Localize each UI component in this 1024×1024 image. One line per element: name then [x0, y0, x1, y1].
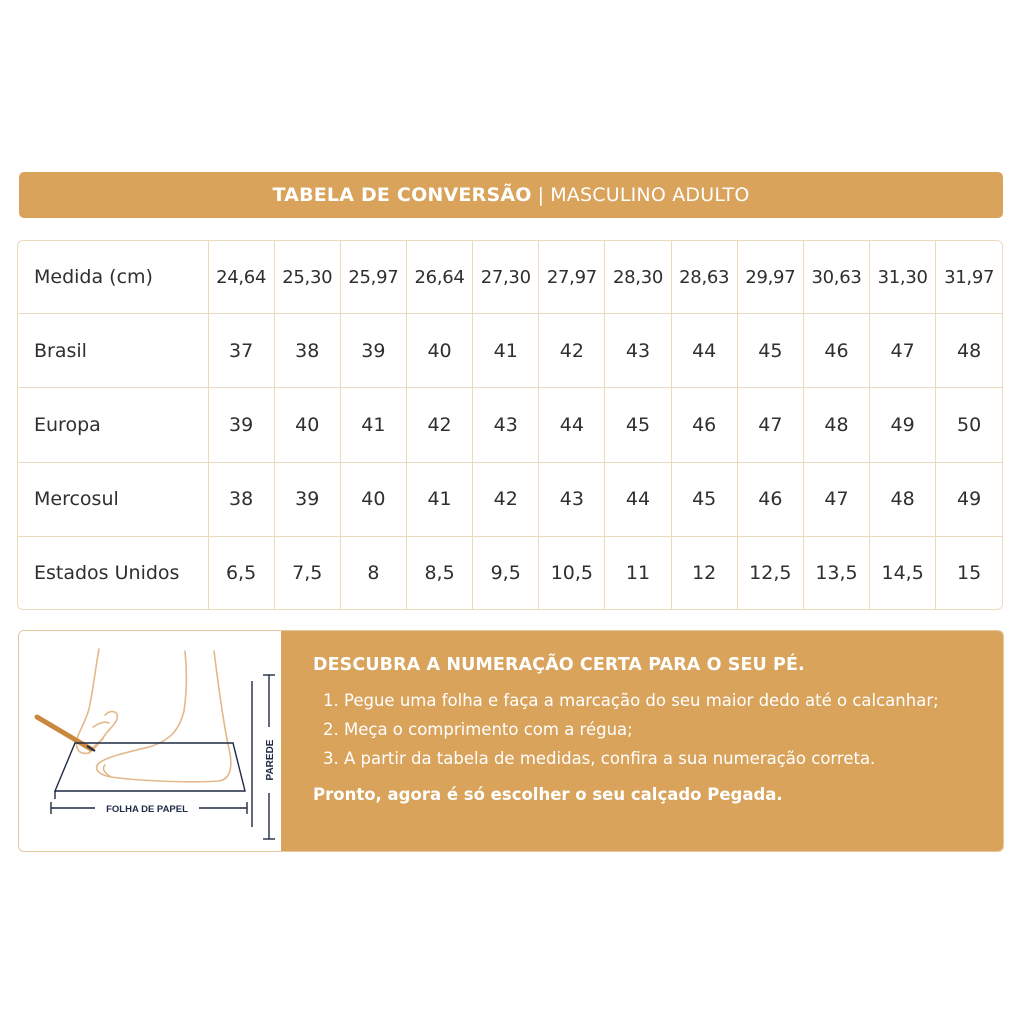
table-cell: 12 — [671, 536, 737, 609]
foot-on-paper-drawing — [19, 631, 281, 852]
table-cell: 31,97 — [936, 241, 1002, 314]
table-cell: 45 — [737, 314, 803, 388]
row-label: Mercosul — [18, 462, 208, 536]
table-row — [18, 536, 1002, 609]
table-cell: 46 — [671, 388, 737, 462]
paper-label: FOLHA DE PAPEL — [106, 804, 188, 815]
hand-outline — [77, 649, 118, 753]
table-cell: 46 — [737, 462, 803, 536]
table-cell: 43 — [473, 388, 539, 462]
table-cell: 46 — [803, 314, 869, 388]
wall-label: PAREDE — [265, 739, 276, 781]
table-cell: 39 — [208, 388, 274, 462]
table-cell: 39 — [274, 462, 340, 536]
row-label: Europa — [18, 388, 208, 462]
instructions-heading: DESCUBRA A NUMERAÇÃO CERTA PARA O SEU PÉ. — [313, 655, 805, 675]
pencil-icon — [37, 717, 91, 749]
table-cell: 48 — [936, 314, 1002, 388]
size-table — [18, 241, 1002, 609]
table-cell: 10,5 — [539, 536, 605, 609]
table-row — [18, 462, 1002, 536]
table-cell: 8,5 — [406, 536, 472, 609]
row-label: Medida (cm) — [18, 241, 208, 314]
table-cell: 44 — [605, 462, 671, 536]
table-cell: 28,63 — [671, 241, 737, 314]
instruction-step-2: 2. Meça o comprimento com a régua; — [323, 720, 633, 739]
table-cell: 49 — [870, 388, 936, 462]
row-label: Estados Unidos — [18, 536, 208, 609]
measure-instructions — [18, 630, 1004, 852]
table-cell: 47 — [803, 462, 869, 536]
table-cell: 14,5 — [870, 536, 936, 609]
table-cell: 49 — [936, 462, 1002, 536]
table-title-banner — [19, 172, 1003, 218]
table-cell: 40 — [340, 462, 406, 536]
table-cell: 25,97 — [340, 241, 406, 314]
paper-sheet-icon — [55, 743, 245, 791]
table-cell: 41 — [340, 388, 406, 462]
table-cell: 38 — [274, 314, 340, 388]
table-cell: 29,97 — [737, 241, 803, 314]
table-cell: 44 — [671, 314, 737, 388]
table-cell: 27,97 — [539, 241, 605, 314]
table-cell: 40 — [406, 314, 472, 388]
table-cell: 9,5 — [473, 536, 539, 609]
table-cell: 50 — [936, 388, 1002, 462]
table-cell: 30,63 — [803, 241, 869, 314]
table-cell: 47 — [737, 388, 803, 462]
table-cell: 43 — [605, 314, 671, 388]
table-cell: 41 — [473, 314, 539, 388]
table-cell: 25,30 — [274, 241, 340, 314]
table-cell: 11 — [605, 536, 671, 609]
instructions-closing: Pronto, agora é só escolher o seu calçado Pegada. — [313, 785, 783, 804]
table-title-bold: TABELA DE CONVERSÃO — [272, 184, 532, 206]
table-cell: 40 — [274, 388, 340, 462]
table-cell: 12,5 — [737, 536, 803, 609]
table-cell: 48 — [870, 462, 936, 536]
instructions-steps — [313, 689, 1003, 771]
table-cell: 26,64 — [406, 241, 472, 314]
foot-measure-illustration — [19, 631, 281, 851]
table-cell: 6,5 — [208, 536, 274, 609]
table-title-subtitle: MASCULINO ADULTO — [550, 184, 750, 206]
table-cell: 45 — [671, 462, 737, 536]
table-row — [18, 241, 1002, 314]
table-cell: 27,30 — [473, 241, 539, 314]
table-cell: 42 — [473, 462, 539, 536]
table-cell: 24,64 — [208, 241, 274, 314]
table-cell: 39 — [340, 314, 406, 388]
table-row — [18, 388, 1002, 462]
table-cell: 43 — [539, 462, 605, 536]
table-cell: 45 — [605, 388, 671, 462]
instruction-step-3: 3. A partir da tabela de medidas, confira a sua numeração correta. — [323, 749, 876, 768]
row-label: Brasil — [18, 314, 208, 388]
table-cell: 7,5 — [274, 536, 340, 609]
table-cell: 13,5 — [803, 536, 869, 609]
table-cell: 28,30 — [605, 241, 671, 314]
table-cell: 44 — [539, 388, 605, 462]
table-row — [18, 314, 1002, 388]
size-conversion-table — [17, 240, 1003, 610]
table-cell: 41 — [406, 462, 472, 536]
table-title-separator: | — [537, 184, 545, 206]
table-cell: 48 — [803, 388, 869, 462]
table-cell: 8 — [340, 536, 406, 609]
table-cell: 38 — [208, 462, 274, 536]
table-cell: 42 — [406, 388, 472, 462]
table-cell: 31,30 — [870, 241, 936, 314]
instructions-panel — [281, 631, 1003, 851]
table-cell: 42 — [539, 314, 605, 388]
table-cell: 15 — [936, 536, 1002, 609]
table-cell: 37 — [208, 314, 274, 388]
instruction-step-1: 1. Pegue uma folha e faça a marcação do seu maior dedo até o calcanhar; — [323, 691, 939, 710]
table-cell: 47 — [870, 314, 936, 388]
